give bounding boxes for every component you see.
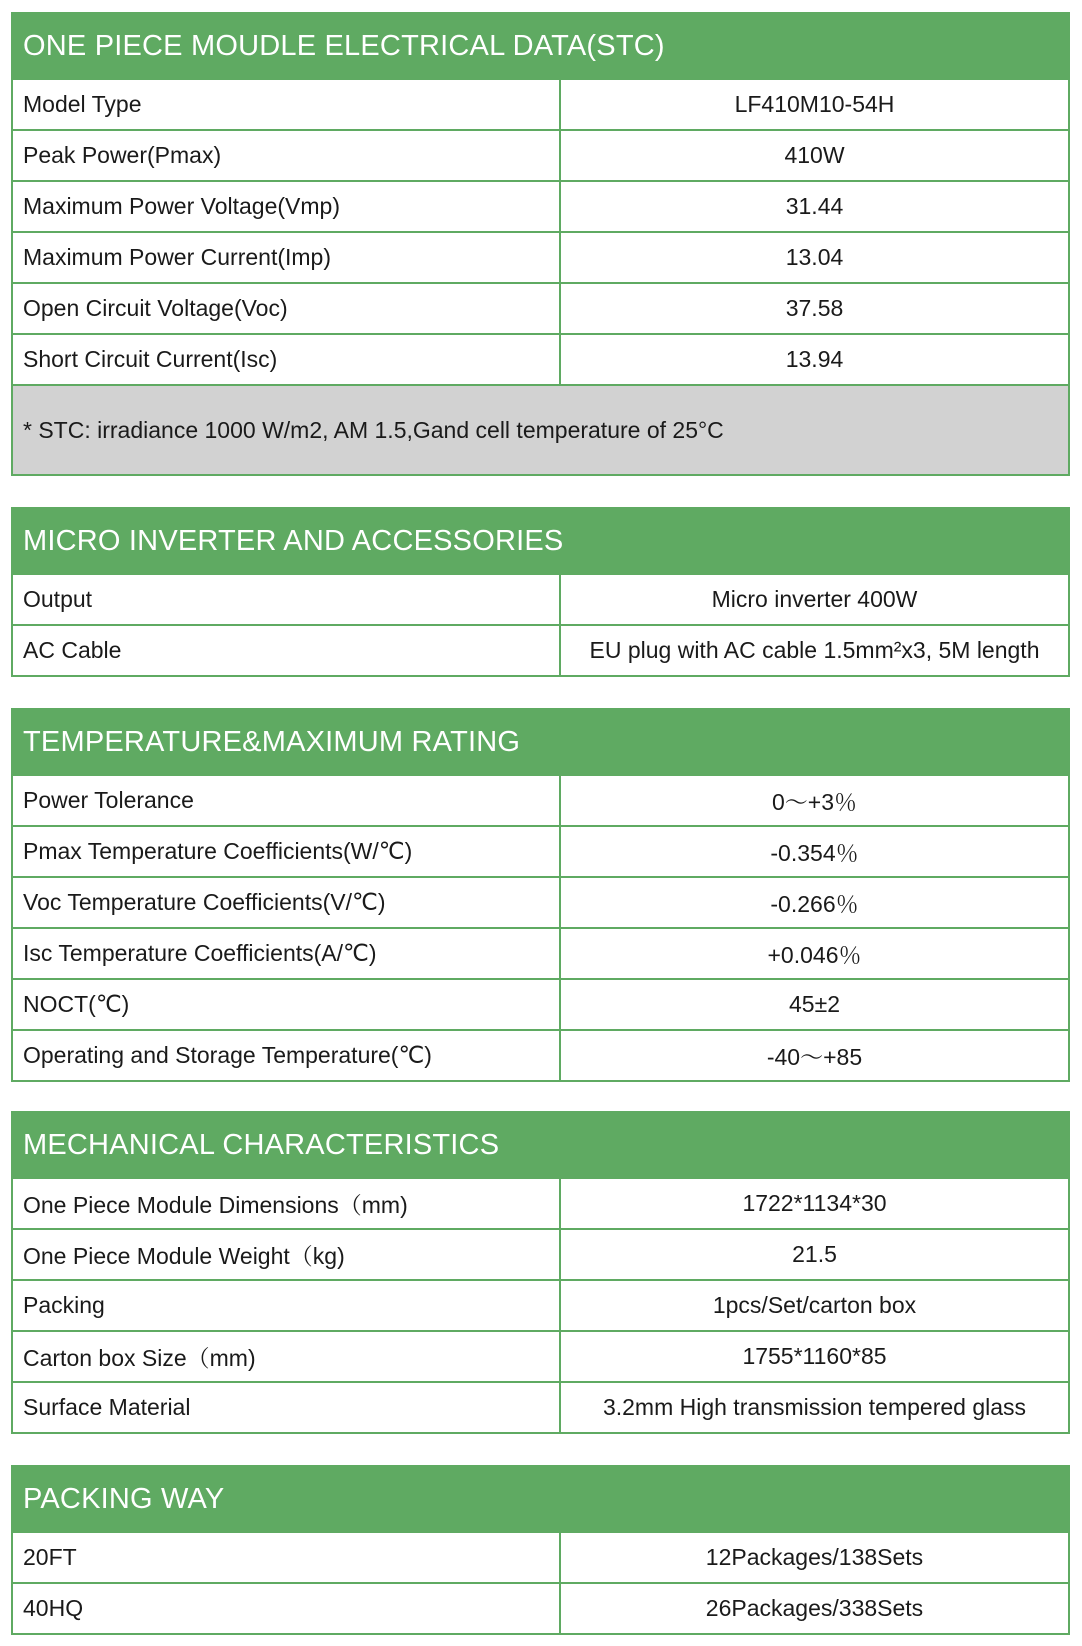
- table-row: [13, 284, 1068, 335]
- table-row: [13, 980, 1068, 1031]
- row-value: 45±2: [789, 991, 840, 1017]
- row-value: 3.2mm High transmission tempered glass: [602, 1394, 1027, 1420]
- table-row: [13, 929, 1068, 980]
- row-label: Maximum Power Current(Imp): [13, 233, 561, 282]
- table-row: [13, 80, 1068, 131]
- table-row: [13, 1383, 1068, 1434]
- row-label: Carton box Size（mm): [13, 1332, 561, 1381]
- row-value: 37.58: [785, 295, 844, 321]
- section-header: [13, 1111, 1068, 1179]
- row-value: 21.5: [792, 1241, 837, 1267]
- electrical-data-section: [11, 12, 1070, 476]
- table-row: [13, 1584, 1068, 1635]
- row-value: 13.04: [785, 244, 844, 270]
- table-row: [13, 131, 1068, 182]
- row-value: +0.046％: [767, 942, 862, 968]
- table-row: [13, 1533, 1068, 1584]
- table-row: [13, 1031, 1068, 1082]
- row-label: Pmax Temperature Coefficients(W/℃): [13, 827, 561, 876]
- section-title: PACKING WAY: [23, 1482, 225, 1515]
- row-label: 40HQ: [13, 1584, 561, 1633]
- row-value: 1755*1160*85: [742, 1343, 887, 1369]
- section-title: ONE PIECE MOUDLE ELECTRICAL DATA(STC): [23, 29, 665, 62]
- row-value: -0.266％: [770, 891, 859, 917]
- row-value: 410W: [784, 142, 845, 168]
- table-row: [13, 1230, 1068, 1281]
- section-header: [13, 12, 1068, 80]
- section-header: [13, 1465, 1068, 1533]
- table-row: [13, 233, 1068, 284]
- section-title: MECHANICAL CHARACTERISTICS: [23, 1128, 500, 1161]
- row-label: Short Circuit Current(Isc): [13, 335, 561, 384]
- table-row: [13, 335, 1068, 386]
- row-label: Output: [13, 575, 561, 624]
- row-label: Open Circuit Voltage(Voc): [13, 284, 561, 333]
- table-row: [13, 827, 1068, 878]
- row-value: EU plug with AC cable 1.5mm²x3, 5M length: [589, 637, 1040, 663]
- row-label: One Piece Module Weight（kg): [13, 1230, 561, 1279]
- section-header: [13, 708, 1068, 776]
- row-label: Model Type: [13, 80, 561, 129]
- row-label: Operating and Storage Temperature(℃): [13, 1031, 561, 1080]
- row-value: 1pcs/Set/carton box: [712, 1292, 917, 1318]
- row-value: -40～+85: [766, 1044, 863, 1070]
- table-row: [13, 776, 1068, 827]
- temperature-rating-section: [11, 708, 1070, 1082]
- row-value: 12Packages/138Sets: [705, 1544, 924, 1570]
- table-row: [13, 1332, 1068, 1383]
- row-value: 0～+3％: [771, 789, 857, 815]
- row-label: Maximum Power Voltage(Vmp): [13, 182, 561, 231]
- row-label: Peak Power(Pmax): [13, 131, 561, 180]
- table-row: [13, 575, 1068, 626]
- row-label: Voc Temperature Coefficients(V/℃): [13, 878, 561, 927]
- row-value: 13.94: [785, 346, 844, 372]
- row-value: LF410M10-54H: [734, 91, 895, 117]
- row-label: Surface Material: [13, 1383, 561, 1432]
- row-label: AC Cable: [13, 626, 561, 675]
- row-label: One Piece Module Dimensions（mm): [13, 1179, 561, 1228]
- row-value: 1722*1134*30: [742, 1190, 887, 1216]
- row-value: -0.354％: [770, 840, 859, 866]
- row-value: 26Packages/338Sets: [705, 1595, 924, 1621]
- mechanical-section: [11, 1111, 1070, 1434]
- micro-inverter-section: [11, 507, 1070, 677]
- table-row: [13, 1281, 1068, 1332]
- stc-footnote: * STC: irradiance 1000 W/m2, AM 1.5,Gand cell temperature of 25°C: [13, 386, 1068, 476]
- row-value: Micro inverter 400W: [711, 586, 918, 612]
- row-label: NOCT(℃): [13, 980, 561, 1029]
- section-title: TEMPERATURE&MAXIMUM RATING: [23, 725, 521, 758]
- section-title: MICRO INVERTER AND ACCESSORIES: [23, 524, 564, 557]
- section-header: [13, 507, 1068, 575]
- row-value: 31.44: [785, 193, 844, 219]
- row-label: Power Tolerance: [13, 776, 561, 825]
- table-row: [13, 1179, 1068, 1230]
- row-label: Packing: [13, 1281, 561, 1330]
- row-label: Isc Temperature Coefficients(A/℃): [13, 929, 561, 978]
- table-row: [13, 626, 1068, 677]
- packing-way-section: [11, 1465, 1070, 1635]
- table-row: [13, 878, 1068, 929]
- table-row: [13, 182, 1068, 233]
- row-label: 20FT: [13, 1533, 561, 1582]
